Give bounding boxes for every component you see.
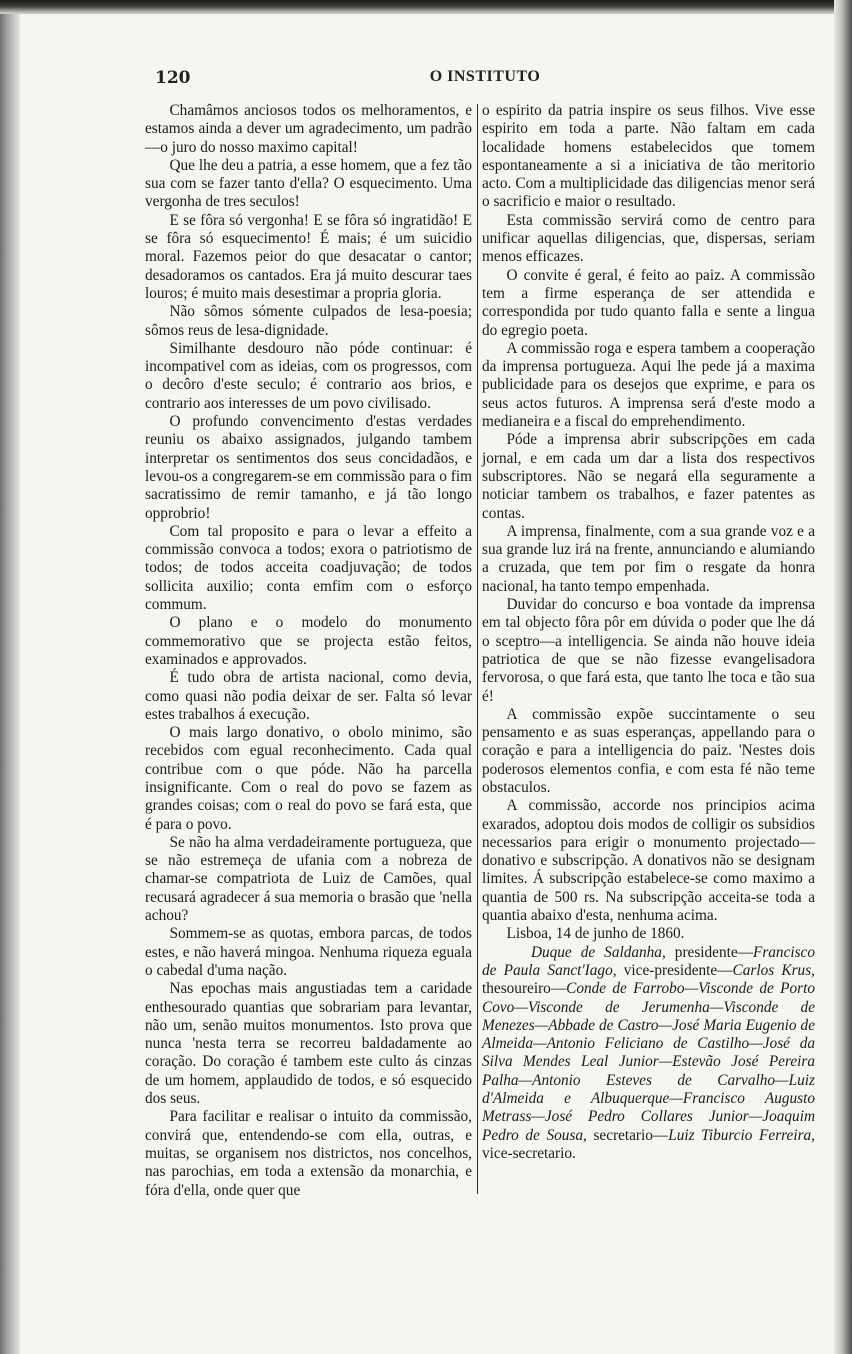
paragraph: Duvidar do concurso e boa vontade da imprensa em tal objecto fôra pôr em dúvida o poder que lhe dá o sceptro—a intelligencia. Se ainda não houve ideia patriotica de que se não fizesse evangelisadora fervorosa, o que fará esta, que tanto lhe toca e tão sua é! [482, 596, 815, 705]
signatory-name: Carlos Krus [732, 961, 812, 979]
right-column [482, 102, 815, 1163]
paragraph: Se não ha alma verdadeiramente portugueza, que se não estremeça de ufania com a nobreza de chamar-se compatriota de Luiz de Camões, qual recusará agradecer á sua memoria o brasão que 'nella achou? [145, 833, 472, 925]
signatory-name: Francisco de Paula Sanct'Iago [482, 943, 815, 979]
paragraph: O convite é geral, é feito ao paiz. A commissão tem a firme esperança de ser attendida e correspondida por tudo quanto falla e sente a lingua do egregio poeta. [482, 266, 815, 339]
paragraph: Para facilitar e realisar o intuito da commissão, convirá que, entendendo-se com ella, outras, e muitas, se organisem nos districtos, nos concelhos, nas parochias, em toda a extensão da monarchia, e fóra d'ella, onde quer que [145, 1108, 472, 1199]
signatory-name: Luiz Tiburcio Ferreira [668, 1126, 812, 1144]
paragraph: O profundo convencimento d'estas verdades reuniu os abaixo assignados, julgando tambem interpretar os sentimentos dos seus concidadãos, e levou-os a congregarem-se em commissão para o fim sacratissimo de remir tamanho, e já tão longo opprobrio! [145, 413, 472, 522]
signatory-name: Duque de Saldanha [530, 943, 662, 961]
scan-right-edge [834, 0, 852, 1354]
scan-top-edge [0, 0, 852, 14]
paragraph: Sommem-se as quotas, embora parcas, de todos estes, e não haverá mingoa. Nenhuma riqueza eguala o cabedal d'uma nação. [145, 925, 472, 979]
paragraph: O mais largo donativo, o obolo minimo, são recebidos com egual reconhecimento. Cada qual contribue com o que póde. Não ha parcella insignificante. Com o real do povo se fazem as grandes coisas; com o real do povo se fará esta, que é para o povo. [145, 724, 472, 833]
paragraph: Esta commissão servirá como de centro para unificar aquellas diligencias, que, dispersas, seriam menos efficazes. [482, 211, 815, 266]
paragraph: A commissão expõe succintamente o seu pensamento e as suas esperanças, appellando para o coração e para a intelligencia do paiz. 'Nestes dois poderosos elementos confia, e com esta fé não teme obstaculos. [482, 705, 815, 796]
paragraph: Chamâmos anciosos todos os melhoramentos, e estamos ainda a dever um agradecimento, um padrão—o juro do nosso maximo capital! [145, 102, 472, 156]
signatory-role: , presidente— [661, 943, 753, 961]
page-header [155, 68, 815, 90]
paragraph: E se fôra só vergonha! E se fôra só ingratidão! E se fôra só esquecimento! É mais; é um suicidio moral. Fazemos peior do que desacatar o cantor; desadoramos os cantados. Era já muito descurar taes louros; é muito mais desestimar a propria gloria. [145, 211, 472, 302]
paragraph: Que lhe deu a patria, a esse homem, que a fez tão sua com se fazer tanto d'ella? O esquecimento. Uma vergonha de tres seculos! [145, 156, 472, 211]
paragraph: Póde a imprensa abrir subscripções em cada jornal, e em cada um dar a lista dos respectivos subscriptores. Não se negará ella seguramente a noticiar tambem os trabalhos, e fazer patentes as contas. [482, 431, 815, 522]
paragraph: A imprensa, finalmente, com a sua grande voz e a sua grande luz irá na frente, annunciando e alumiando a cruzada, que tem por fim o resgate da honra nacional, ha tanto tempo empenhada. [482, 522, 815, 595]
paragraph: Nas epochas mais angustiadas tem a caridade enthesourado quantias que sobrariam para levantar, não um, senão muitos monumentos. Isto prova que nunca 'nesta terra se recorreu baldadamente ao coração. Do coração é tambem este culto ás cinzas de um homem, applaudido de todos, e só esquecido dos seus. [145, 980, 472, 1108]
paragraph: Similhante desdouro não póde continuar: é incompativel com as ideias, com os progressos, com o decôro d'este seculo; é contrario aos brios, e contrario aos interesses de um povo civilisado. [145, 339, 472, 412]
signatory-role: , thesoureiro— [482, 961, 815, 998]
signatory-role: , vice-presidente— [612, 961, 733, 979]
signatory-role: , secretario— [583, 1126, 669, 1144]
signatory-names: Conde de Farrobo—Visconde de Porto Covo—Visconde de Jerumenha—Visconde de Menezes—Abbade de Castro—José Maria Eugenio de Almeida—Antonio Feliciano de Castilho—José da Silva Mendes Leal Junior—Estevão José Pereira Palha—Antonio Esteves de Carvalho—Luiz d'Almeida e Albuquerque—Francisco Augusto Metrass—José Pedro Collares Junior—Joaquim Pedro de Sousa [482, 980, 815, 1144]
paragraph: É tudo obra de artista nacional, como devia, como quasi não podia deixar de ser. Falta só levar estes trabalhos á execução. [145, 669, 472, 723]
paragraph: o espirito da patria inspire os seus filhos. Vive esse espirito em toda a parte. Não faltam em cada localidade homens estabelecidos que tomem espontaneamente a si a iniciativa de tão meritorio acto. Com a multiplicidade das diligencias menor será o sacrificio e maior o resultado. [482, 102, 815, 211]
signatories [482, 944, 815, 1164]
date-line: Lisboa, 14 de junho de 1860. [506, 925, 685, 943]
paragraph: O plano e o modelo do monumento commemorativo que se projecta estão feitos, examinados e approvados. [145, 614, 472, 668]
paragraph: Com tal proposito e para o levar a effeito a commissão convoca a todos; exora o patriotismo de todos; de todos acceita coadjuvação; de todos sollicita auxilio; conta emfim com o esforço commum. [145, 522, 472, 614]
running-title: O INSTITUTO [429, 68, 541, 85]
paragraph: Não sômos sómente culpados de lesa-poesia; sômos reus de lesa-dignidade. [145, 303, 472, 339]
page-number: 120 [155, 68, 191, 88]
paragraph: A commissão, accorde nos principios acima exarados, adoptou dois modos de colligir os subsidios necessarios para erigir o monumento projectado—donativo e subscripção. A donativos não se designam limites. Á subscripção estabelece-se como maximo a quantia de 500 rs. Na subscripção acceita-se toda a quantia abaixo d'esta, nenhuma acima. [482, 797, 815, 925]
column-divider [477, 104, 478, 1194]
book-binding-edge [0, 0, 20, 1354]
signatory-role: , vice-secretario. [482, 1126, 815, 1162]
left-column [145, 102, 472, 1200]
paragraph: A commissão roga e espera tambem a cooperação da imprensa portugueza. Aqui lhe pede já a maxima publicidade para os desejos que exprime, e para os seus actos futuros. A imprensa será d'este modo a medianeira e a fiscal do emprehendimento. [482, 339, 815, 431]
